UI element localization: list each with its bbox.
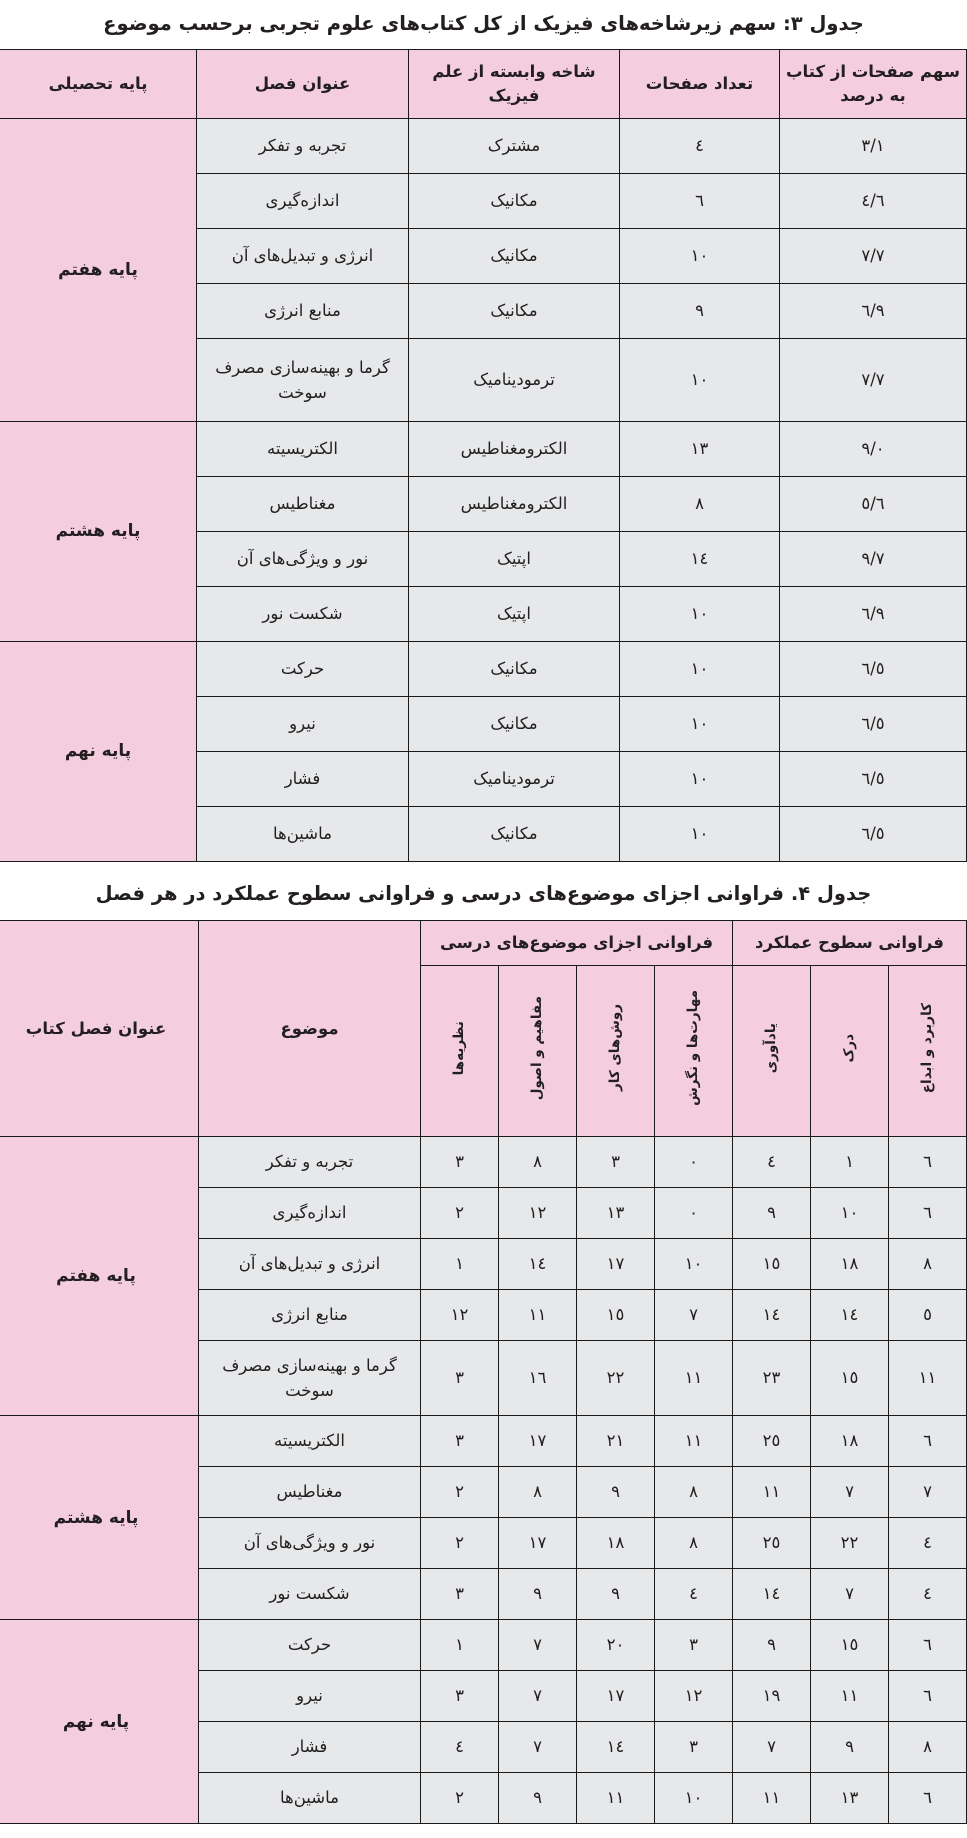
table3-cell-pages: ٨ — [620, 477, 780, 532]
table4-cell-recall: ١٥ — [733, 1239, 811, 1290]
table4-cell-apply: ٦ — [889, 1416, 967, 1467]
table4-cell-facts: ٨ — [499, 1467, 577, 1518]
table4-cell-procedures: ١٤ — [577, 1722, 655, 1773]
table4-cell-apply: ٤ — [889, 1518, 967, 1569]
table3-cell-grade: پایه هفتم — [0, 119, 197, 422]
table4-cell-attitudes: ٧ — [655, 1290, 733, 1341]
table4-cell-apply: ٦ — [889, 1620, 967, 1671]
table3-cell-branch: ترمودینامیک — [409, 752, 620, 807]
table4-cell-concepts: ٣ — [421, 1137, 499, 1188]
table3-header-row — [0, 50, 967, 119]
table4-cell-understand: ١٨ — [811, 1416, 889, 1467]
table3-cell-branch: ترمودینامیک — [409, 339, 620, 422]
table3-cell-chapter: انرژی و تبدیل‌های آن — [197, 229, 409, 284]
table4-cell-concepts: ٢ — [421, 1188, 499, 1239]
table4-cell-understand: ١٨ — [811, 1239, 889, 1290]
table3-cell-chapter: الکتریسیته — [197, 422, 409, 477]
table4-cell-recall: ٤ — [733, 1137, 811, 1188]
table4-cell-subject: حرکت — [199, 1620, 421, 1671]
table4-cell-subject: انرژی و تبدیل‌های آن — [199, 1239, 421, 1290]
table3-cell-pages: ١٠ — [620, 807, 780, 862]
table3-cell-share: ٦/٩ — [780, 284, 967, 339]
table4-subheader-procedures: روش‌های کار — [577, 966, 655, 1137]
table4-cell-understand: ١ — [811, 1137, 889, 1188]
table4-cell-apply: ٨ — [889, 1239, 967, 1290]
table4-subheader-understand: درک — [811, 966, 889, 1137]
table4-cell-apply: ٦ — [889, 1671, 967, 1722]
table3-cell-pages: ١٠ — [620, 229, 780, 284]
table3-cell-branch: الکترومغناطیس — [409, 422, 620, 477]
table3-cell-chapter: شکست نور — [197, 587, 409, 642]
table4-cell-recall: ٢٥ — [733, 1518, 811, 1569]
table4-cell-procedures: ١٨ — [577, 1518, 655, 1569]
table3-header-grade: پایه تحصیلی — [0, 50, 197, 119]
table4-cell-subject: گرما و بهینه‌سازی مصرف سوخت — [199, 1341, 421, 1416]
table4-cell-recall: ٩ — [733, 1188, 811, 1239]
table3-cell-grade: پایه هشتم — [0, 422, 197, 642]
table4 — [0, 920, 967, 1824]
table4-cell-facts: ٩ — [499, 1569, 577, 1620]
table4-subheader-recall: یادآوری — [733, 966, 811, 1137]
table4-cell-subject: شکست نور — [199, 1569, 421, 1620]
table4-caption: جدول ۴. فراوانی اجزای موضوع‌های درسی و فراوانی سطوح عملکرد در هر فصل — [95, 882, 872, 906]
table4-cell-apply: ١١ — [889, 1341, 967, 1416]
table4-cell-apply: ٦ — [889, 1137, 967, 1188]
table4-subheader-facts: مفاهیم و اصول — [499, 966, 577, 1137]
table4-cell-attitudes: ١٠ — [655, 1239, 733, 1290]
table4-cell-concepts: ٣ — [421, 1671, 499, 1722]
table4-cell-recall: ١٤ — [733, 1569, 811, 1620]
table4-cell-procedures: ٩ — [577, 1569, 655, 1620]
table3-cell-share: ٧/٧ — [780, 339, 967, 422]
table4-cell-subject: نور و ویژگی‌های آن — [199, 1518, 421, 1569]
table4-cell-recall: ١٤ — [733, 1290, 811, 1341]
table4-cell-grade: پایه نهم — [0, 1620, 199, 1824]
table3-cell-chapter: ماشین‌ها — [197, 807, 409, 862]
table3-cell-chapter: تجربه و تفکر — [197, 119, 409, 174]
table4-cell-subject: منابع انرژی — [199, 1290, 421, 1341]
table4-subheader-concepts: نظریه‌ها — [421, 966, 499, 1137]
table4-cell-recall: ٩ — [733, 1620, 811, 1671]
table3-cell-chapter: نور و ویژگی‌های آن — [197, 532, 409, 587]
table3-cell-pages: ١٠ — [620, 752, 780, 807]
table4-cell-subject: الکتریسیته — [199, 1416, 421, 1467]
table3-cell-share: ٦/٥ — [780, 697, 967, 752]
table4-cell-recall: ٢٣ — [733, 1341, 811, 1416]
table4-subheader-apply: کاربرد و ابداع — [889, 966, 967, 1137]
table4-cell-procedures: ١٧ — [577, 1239, 655, 1290]
table4-header-chapter-book: عنوان فصل کتاب — [0, 921, 199, 1137]
table4-cell-attitudes: ١٢ — [655, 1671, 733, 1722]
table3-cell-pages: ٩ — [620, 284, 780, 339]
table4-cell-understand: ١٥ — [811, 1341, 889, 1416]
table3-cell-chapter: فشار — [197, 752, 409, 807]
table3-cell-chapter: اندازه‌گیری — [197, 174, 409, 229]
table4-cell-understand: ١٠ — [811, 1188, 889, 1239]
table3-body — [0, 119, 967, 862]
table4-cell-facts: ١٦ — [499, 1341, 577, 1416]
table3-header-pages: تعداد صفحات — [620, 50, 780, 119]
table3-cell-branch: مکانیک — [409, 229, 620, 284]
table4-cell-understand: ٧ — [811, 1467, 889, 1518]
table4-cell-grade: پایه هفتم — [0, 1137, 199, 1416]
table4-cell-recall: ١٩ — [733, 1671, 811, 1722]
table4-head — [0, 921, 967, 1137]
table3-cell-chapter: مغناطیس — [197, 477, 409, 532]
table3-cell-share: ٦/٥ — [780, 807, 967, 862]
table4-cell-attitudes: ٠ — [655, 1188, 733, 1239]
table4-cell-procedures: ٢٠ — [577, 1620, 655, 1671]
table4-cell-apply: ٧ — [889, 1467, 967, 1518]
table3-cell-branch: اپتیک — [409, 532, 620, 587]
table4-cell-attitudes: ١٠ — [655, 1773, 733, 1824]
table3-cell-share: ٤/٦ — [780, 174, 967, 229]
table4-cell-apply: ٤ — [889, 1569, 967, 1620]
table4-cell-facts: ٩ — [499, 1773, 577, 1824]
table4-cell-procedures: ٩ — [577, 1467, 655, 1518]
table3-caption: جدول ۳: سهم زیرشاخه‌های فیزیک از کل کتاب‌های علوم تجربی برحسب موضوع — [103, 12, 864, 35]
table4-cell-attitudes: ٣ — [655, 1722, 733, 1773]
table-row — [0, 1620, 967, 1671]
table4-cell-procedures: ١٧ — [577, 1671, 655, 1722]
table3-cell-branch: مکانیک — [409, 807, 620, 862]
table3-cell-pages: ١٣ — [620, 422, 780, 477]
table4-cell-procedures: ١٣ — [577, 1188, 655, 1239]
table-row — [0, 642, 967, 697]
table3-cell-chapter: حرکت — [197, 642, 409, 697]
table4-cell-attitudes: ٨ — [655, 1518, 733, 1569]
table3-header-branch: شاخه وابسته از علم فیزیک — [409, 50, 620, 119]
table3-cell-pages: ٦ — [620, 174, 780, 229]
table4-cell-concepts: ١ — [421, 1239, 499, 1290]
table3-header-share: سهم صفحات از کتاب به درصد — [780, 50, 967, 119]
table3-cell-share: ٦/٩ — [780, 587, 967, 642]
table4-cell-recall: ١١ — [733, 1467, 811, 1518]
table4-cell-concepts: ٢ — [421, 1773, 499, 1824]
table4-cell-understand: ١١ — [811, 1671, 889, 1722]
table3-head — [0, 50, 967, 119]
table4-cell-recall: ٢٥ — [733, 1416, 811, 1467]
table3-cell-share: ٦/٥ — [780, 642, 967, 697]
table4-cell-procedures: ٣ — [577, 1137, 655, 1188]
table4-cell-understand: ١٤ — [811, 1290, 889, 1341]
table4-cell-facts: ١٤ — [499, 1239, 577, 1290]
table-row — [0, 422, 967, 477]
table4-header-group-performance: فراوانی سطوح عملکرد — [733, 921, 967, 966]
table3-cell-branch: مکانیک — [409, 284, 620, 339]
table4-cell-attitudes: ٨ — [655, 1467, 733, 1518]
table4-cell-attitudes: ١١ — [655, 1341, 733, 1416]
table4-cell-apply: ٥ — [889, 1290, 967, 1341]
table4-cell-understand: ١٥ — [811, 1620, 889, 1671]
table4-cell-facts: ٨ — [499, 1137, 577, 1188]
table3-cell-chapter: نیرو — [197, 697, 409, 752]
table3-cell-pages: ١٤ — [620, 532, 780, 587]
table4-cell-procedures: ٢١ — [577, 1416, 655, 1467]
table4-header-group-row — [0, 921, 967, 966]
table4-cell-concepts: ٤ — [421, 1722, 499, 1773]
table4-cell-subject: ماشین‌ها — [199, 1773, 421, 1824]
table4-cell-facts: ١٧ — [499, 1416, 577, 1467]
table3-cell-share: ٩/٧ — [780, 532, 967, 587]
table4-cell-facts: ٧ — [499, 1620, 577, 1671]
table4-cell-attitudes: ٠ — [655, 1137, 733, 1188]
table4-cell-facts: ٧ — [499, 1722, 577, 1773]
table3-cell-share: ٣/١ — [780, 119, 967, 174]
table-row — [0, 1416, 967, 1467]
table3-cell-branch: مکانیک — [409, 174, 620, 229]
table4-cell-grade: پایه هشتم — [0, 1416, 199, 1620]
table3-cell-pages: ١٠ — [620, 587, 780, 642]
table-row — [0, 119, 967, 174]
table4-cell-apply: ٦ — [889, 1188, 967, 1239]
table4-cell-subject: نیرو — [199, 1671, 421, 1722]
table3-cell-share: ٩/٠ — [780, 422, 967, 477]
table4-subheader-attitudes: مهارت‌ها و نگرش — [655, 966, 733, 1137]
table-row — [0, 1137, 967, 1188]
table4-cell-understand: ٢٢ — [811, 1518, 889, 1569]
table4-cell-recall: ١١ — [733, 1773, 811, 1824]
table4-cell-procedures: ٢٢ — [577, 1341, 655, 1416]
table3-cell-grade: پایه نهم — [0, 642, 197, 862]
table3-cell-pages: ١٠ — [620, 339, 780, 422]
table4-cell-facts: ١٧ — [499, 1518, 577, 1569]
table4-cell-attitudes: ١١ — [655, 1416, 733, 1467]
table4-cell-attitudes: ٤ — [655, 1569, 733, 1620]
table4-cell-understand: ٩ — [811, 1722, 889, 1773]
table3-cell-pages: ١٠ — [620, 642, 780, 697]
table4-cell-subject: اندازه‌گیری — [199, 1188, 421, 1239]
table3 — [0, 49, 967, 862]
table4-cell-facts: ٧ — [499, 1671, 577, 1722]
table3-cell-branch: اپتیک — [409, 587, 620, 642]
table4-body — [0, 1137, 967, 1824]
table4-header-group-curriculum: فراوانی اجزای موضوع‌های درسی — [421, 921, 733, 966]
table4-cell-concepts: ٢ — [421, 1518, 499, 1569]
table4-cell-recall: ٧ — [733, 1722, 811, 1773]
table4-cell-understand: ٧ — [811, 1569, 889, 1620]
table4-cell-procedures: ١١ — [577, 1773, 655, 1824]
table3-cell-chapter: گرما و بهینه‌سازی مصرف سوخت — [197, 339, 409, 422]
table4-header-subject: موضوع — [199, 921, 421, 1137]
table3-cell-pages: ٤ — [620, 119, 780, 174]
table4-cell-apply: ٦ — [889, 1773, 967, 1824]
table4-cell-apply: ٨ — [889, 1722, 967, 1773]
table4-cell-subject: تجربه و تفکر — [199, 1137, 421, 1188]
table3-cell-share: ٧/٧ — [780, 229, 967, 284]
table4-cell-subject: مغناطیس — [199, 1467, 421, 1518]
table3-cell-pages: ١٠ — [620, 697, 780, 752]
table3-cell-branch: مکانیک — [409, 642, 620, 697]
table3-cell-branch: مکانیک — [409, 697, 620, 752]
table3-cell-branch: مشترک — [409, 119, 620, 174]
table4-cell-facts: ١١ — [499, 1290, 577, 1341]
table4-cell-concepts: ٣ — [421, 1416, 499, 1467]
table4-cell-concepts: ١ — [421, 1620, 499, 1671]
table4-cell-attitudes: ٣ — [655, 1620, 733, 1671]
table4-cell-procedures: ١٥ — [577, 1290, 655, 1341]
table4-cell-concepts: ٣ — [421, 1341, 499, 1416]
table3-header-chapter: عنوان فصل — [197, 50, 409, 119]
table4-cell-facts: ١٢ — [499, 1188, 577, 1239]
table4-cell-concepts: ٣ — [421, 1569, 499, 1620]
table4-cell-understand: ١٣ — [811, 1773, 889, 1824]
table3-cell-share: ٦/٥ — [780, 752, 967, 807]
table3-cell-chapter: منابع انرژی — [197, 284, 409, 339]
table4-cell-concepts: ١٢ — [421, 1290, 499, 1341]
table3-cell-branch: الکترومغناطیس — [409, 477, 620, 532]
table4-cell-concepts: ٢ — [421, 1467, 499, 1518]
table4-cell-subject: فشار — [199, 1722, 421, 1773]
table3-cell-share: ٥/٦ — [780, 477, 967, 532]
